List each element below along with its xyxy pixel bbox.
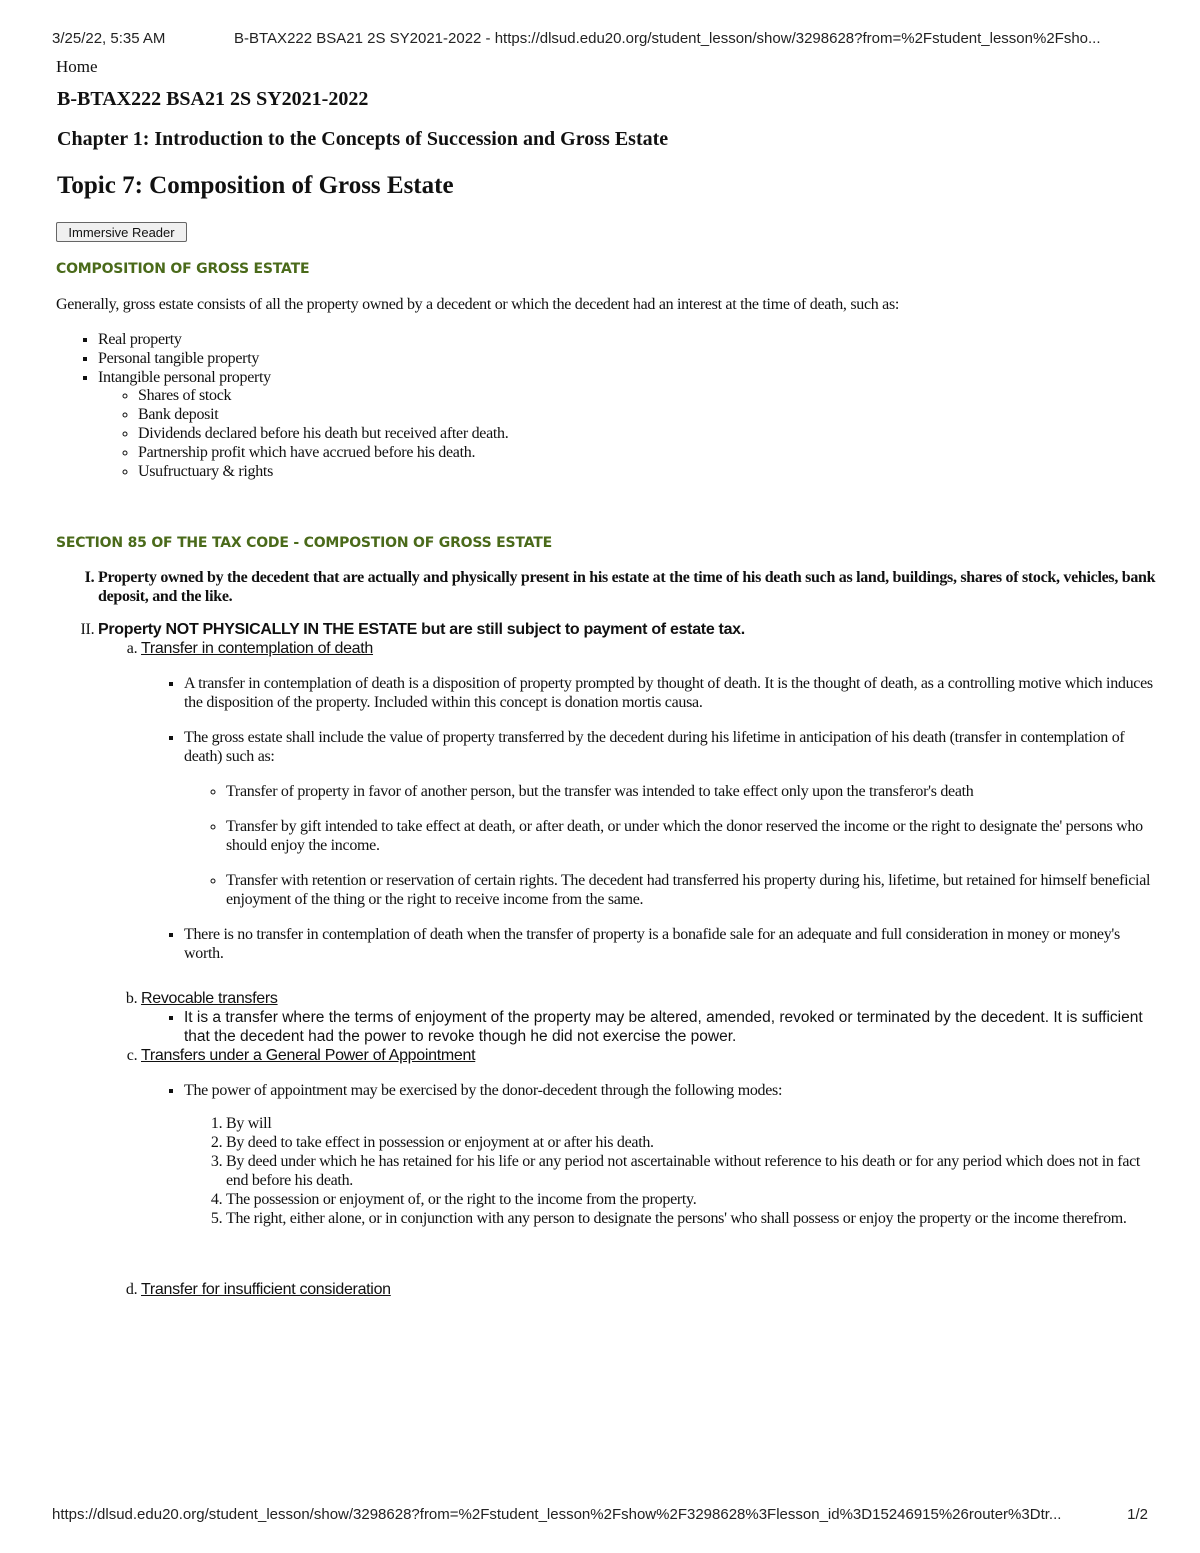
- transfer-type-c-bullets: [141, 1081, 1158, 1228]
- transfer-type-a-title: Transfer in contemplation of death: [141, 640, 374, 657]
- transfer-type-a-bullets: [141, 674, 1158, 963]
- composition-heading: COMPOSITION OF GROSS ESTATE: [56, 261, 310, 277]
- list-item: ▪ There is no transfer in contemplation of death when the transfer of property is a bonafide sale for an adequate and full consideration in money or money's worth.: [184, 925, 1158, 963]
- list-item: ▪ A transfer in contemplation of death is a disposition of property prompted by thought of death. It is the thought of death, as a controlling motive which induces the disposition of the property. Included within this concept is donation mortis causa.: [184, 674, 1158, 712]
- contemplation-sublist: [184, 782, 1158, 909]
- course-title: B-BTAX222 BSA21 2S SY2021-2022: [57, 88, 369, 110]
- section85-heading: SECTION 85 OF THE TAX CODE - COMPOSTION OF GROSS ESTATE: [56, 535, 552, 551]
- list-item: ◦ Transfer of property in favor of another person, but the transfer was intended to take effect only upon the transferor's death: [226, 782, 1158, 801]
- section85-item-1: I. Property owned by the decedent that are actually and physically present in his estate at the time of his death such as land, buildings, shares of stock, vehicles, bank deposit, and the like.: [98, 568, 1158, 606]
- transfer-type-b-title: Revocable transfers: [141, 990, 278, 1007]
- list-item: ▪ Personal tangible property: [98, 350, 508, 369]
- print-footer: [52, 1506, 1148, 1523]
- print-title: B-BTAX222 BSA21 2S SY2021-2022 - https://dlsud.edu20.org/student_lesson/show/3298628?from=%2Fstudent_lesson%2Fsho...: [234, 30, 1101, 47]
- list-item: ◦ Usufructuary & rights: [138, 463, 508, 482]
- list-item-label: The gross estate shall include the value of property transferred by the decedent during his lifetime in anticipation of his death (transfer in contemplation of death) such as:: [184, 729, 1125, 765]
- list-item: 2. By deed to take effect in possession or enjoyment at or after his death.: [226, 1133, 1158, 1152]
- intangible-sublist: [98, 387, 508, 481]
- transfer-type-d-title: Transfer for insufficient consideration: [141, 1281, 391, 1298]
- print-header: [52, 30, 1101, 47]
- list-item: [184, 1081, 1158, 1228]
- list-item: 1. By will: [226, 1114, 1158, 1133]
- print-url: https://dlsud.edu20.org/student_lesson/show/3298628?from=%2Fstudent_lesson%2Fshow%2F3298628%3Flesson_id%3D15246915%26router%3Dtr...: [52, 1506, 1062, 1523]
- transfer-type-c-title: Transfers under a General Power of Appointment: [141, 1047, 476, 1064]
- list-item: ◦ Bank deposit: [138, 406, 508, 425]
- list-item: ◦ Transfer with retention or reservation of certain rights. The decedent had transferred his property during his, lifetime, but retained for himself beneficial enjoyment of the thing or the right to receive income from the same.: [226, 871, 1158, 909]
- section85-list: [56, 568, 1158, 1313]
- list-item: ▪ Real property: [98, 331, 508, 350]
- list-item: ◦ Shares of stock: [138, 387, 508, 406]
- list-item: ◦ Transfer by gift intended to take effect at death, or after death, or under which the donor reserved the income or the right to designate the' persons who should enjoy the income.: [226, 817, 1158, 855]
- list-item: ◦ Partnership profit which have accrued before his death.: [138, 444, 508, 463]
- immersive-reader-button[interactable]: Immersive Reader: [56, 222, 187, 242]
- composition-list: [56, 331, 508, 481]
- transfer-type-c: [141, 1046, 1158, 1228]
- list-item: [98, 369, 508, 482]
- list-item-label: The power of appointment may be exercised by the donor-decedent through the following modes:: [184, 1082, 783, 1099]
- list-item-label: Intangible personal property: [98, 368, 271, 386]
- list-item: [184, 728, 1158, 909]
- transfer-type-d: [141, 1280, 1158, 1299]
- list-item: ◦ Dividends declared before his death but received after death.: [138, 425, 508, 444]
- transfer-type-a: [141, 639, 1158, 963]
- topic-title: Topic 7: Composition of Gross Estate: [57, 172, 454, 199]
- appointment-modes-list: [184, 1114, 1158, 1228]
- section85-item-2: [98, 620, 1158, 1299]
- list-item: 3. By deed under which he has retained for his life or any period not ascertainable without reference to his death or for any period which does not in fact end before his death.: [226, 1152, 1158, 1190]
- list-item: 4. The possession or enjoyment of, or the right to the income from the property.: [226, 1190, 1158, 1209]
- list-item: ▪ It is a transfer where the terms of enjoyment of the property may be altered, amended, revoked or terminated by the decedent. It is sufficient that the decedent had the power to revoke though he did not exercise the power.: [184, 1008, 1158, 1046]
- page-number: 1/2: [1127, 1506, 1148, 1523]
- transfer-type-b: [141, 989, 1158, 1046]
- transfer-type-b-bullets: [141, 1008, 1158, 1046]
- print-datetime: 3/25/22, 5:35 AM: [52, 30, 166, 47]
- chapter-title: Chapter 1: Introduction to the Concepts of Succession and Gross Estate: [57, 128, 669, 150]
- list-item: 5. The right, either alone, or in conjunction with any person to designate the persons' who shall possess or enjoy the property or the income therefrom.: [226, 1209, 1158, 1228]
- home-link[interactable]: Home: [56, 57, 98, 76]
- section85-item-2-label: Property NOT PHYSICALLY IN THE ESTATE but are still subject to payment of estate tax.: [98, 621, 745, 638]
- transfer-types-list: [98, 639, 1158, 1299]
- composition-intro: Generally, gross estate consists of all the property owned by a decedent or which the decedent had an interest at the time of death, such as:: [56, 296, 900, 313]
